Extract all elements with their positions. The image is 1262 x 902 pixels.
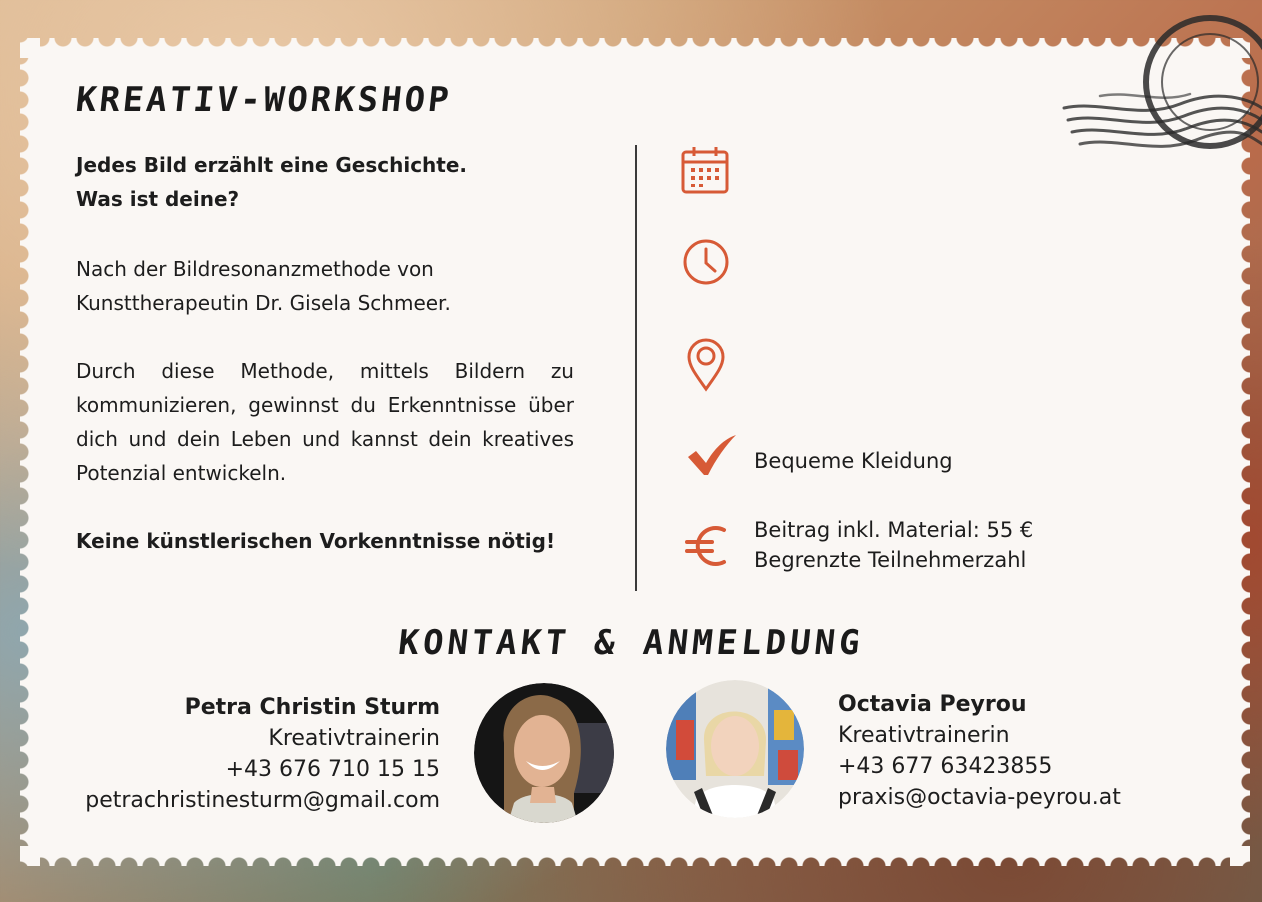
contact-email[interactable]: petrachristinesturm@gmail.com [85,788,440,813]
contact-name: Octavia Peyrou [838,692,1027,717]
contact-section-title: KONTAKT & ANMELDUNG [396,623,866,663]
clock-icon [682,238,730,286]
price-line: Beitrag inkl. Material: 55 € [754,518,1034,542]
contact-phone[interactable]: +43 677 63423855 [838,754,1053,779]
contact-name: Petra Christin Sturm [184,695,440,720]
headline [76,148,574,216]
contact-email[interactable]: praxis@octavia-peyrou.at [838,785,1121,810]
contact-card-petra [85,692,440,816]
method-text [76,252,574,320]
contact-card-octavia [838,689,1121,813]
contact-role: Kreativtrainerin [838,723,1010,748]
description-text: Durch diese Methode, mittels Bildern zu kommunizieren, gewinnst du Erkenntnisse über dich und dein Leben und kannst dein kreatives Potenzial entwickeln. [76,359,574,485]
participant-limit-line: Begrenzte Teilnehmerzahl [754,548,1027,572]
clothing-text: Bequeme Kleidung [754,449,953,473]
avatar-octavia [666,680,804,818]
calendar-icon [680,145,730,195]
headline-line-2: Was ist deine? [76,187,240,211]
contact-phone[interactable]: +43 676 710 15 15 [225,757,440,782]
location-pin-icon [686,338,726,392]
note-text: Keine künstlerischen Vorkenntnisse nötig! [76,529,556,553]
euro-icon [684,522,730,570]
price-text [754,515,1033,575]
workshop-title: KREATIV-WORKSHOP [73,80,454,120]
method-line-1: Nach der Bildresonanzmethode von [76,257,434,281]
vertical-divider [635,145,637,591]
contact-role: Kreativtrainerin [268,726,440,751]
headline-line-1: Jedes Bild erzählt eine Geschichte. [76,153,468,177]
method-line-2: Kunsttherapeutin Dr. Gisela Schmeer. [76,291,451,315]
avatar-petra [474,683,614,823]
checkmark-icon [686,433,738,477]
postmark-icon [1060,0,1262,190]
